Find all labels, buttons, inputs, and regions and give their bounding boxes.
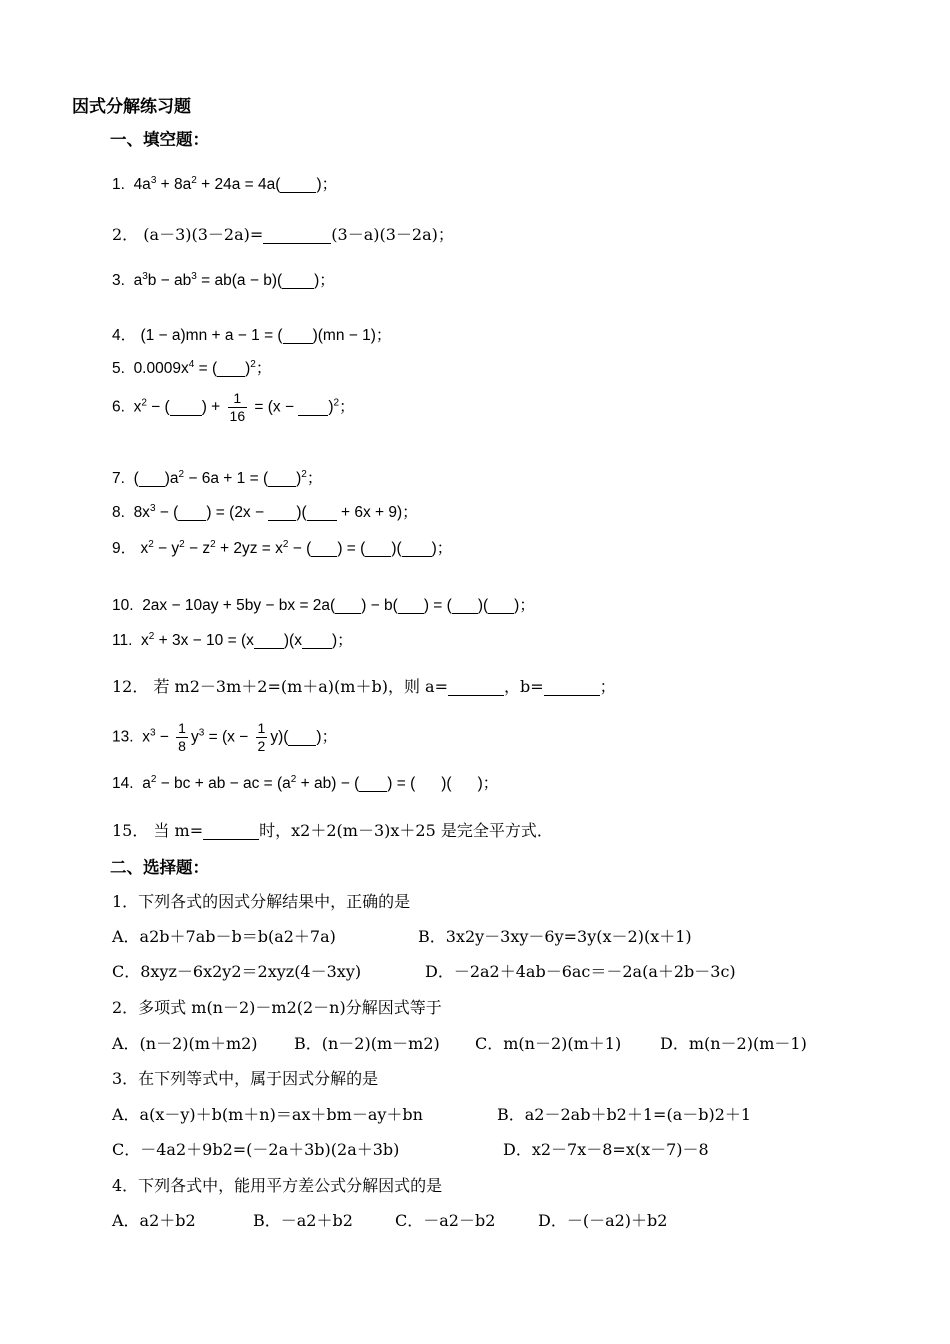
answer-blank[interactable] xyxy=(280,174,316,193)
question-number: 1. xyxy=(112,176,125,193)
worksheet-title: 因式分解练习题 xyxy=(72,97,191,117)
question-number: 15． xyxy=(112,821,149,840)
answer-blank[interactable] xyxy=(288,727,316,746)
question-number: 9． xyxy=(112,540,137,557)
option-d[interactable]: D．－2a2＋4ab－6ac＝－2a(a＋2b－3c) xyxy=(425,962,736,981)
fill-question-13: 13. $x^3$ − $\frac{1}{8}$ $y^3 = (x$ − $\frac{1}{2}$ y)( )； xyxy=(112,720,338,754)
fill-question-2: 2． (a－3)(3－2a)= (3－a)(3－2a)； xyxy=(112,225,454,244)
question-number: 10. xyxy=(112,597,134,614)
answer-blank[interactable] xyxy=(263,225,331,244)
section-choice-heading: 二、选择题： xyxy=(110,858,209,877)
option-b[interactable]: B．(n－2)(m－m2) xyxy=(294,1034,440,1053)
option-a[interactable]: A．a2＋b2 xyxy=(112,1211,196,1230)
answer-blank[interactable] xyxy=(452,595,478,614)
question-number: 6. xyxy=(112,398,125,416)
answer-blank[interactable] xyxy=(302,630,332,649)
question-number: 4． xyxy=(112,327,137,344)
answer-blank[interactable] xyxy=(203,821,259,840)
option-c[interactable]: C．－4a2＋9b2=(－2a＋3b)(2a＋3b) xyxy=(112,1140,400,1159)
answer-blank[interactable] xyxy=(544,677,600,696)
answer-blank[interactable] xyxy=(402,538,432,557)
question-number: 2． xyxy=(112,225,139,244)
fraction: $\frac{1}{2}$ xyxy=(257,720,266,754)
option-b[interactable]: B．－a2＋b2 xyxy=(253,1211,353,1230)
answer-blank[interactable] xyxy=(335,595,361,614)
option-d[interactable]: D．m(n－2)(m－1) xyxy=(660,1034,807,1053)
fraction: $\frac{1}{8}$ xyxy=(178,720,186,754)
option-a[interactable]: A．(n－2)(m＋m2) xyxy=(112,1034,258,1053)
question-number: 11. xyxy=(112,632,133,649)
answer-blank[interactable] xyxy=(448,677,504,696)
question-number: 5. xyxy=(112,360,125,377)
option-c[interactable]: C．－a2－b2 xyxy=(395,1211,496,1230)
answer-blank[interactable] xyxy=(359,773,387,792)
choice-question-2: 2．多项式 m(n－2)－m2(2－n)分解因式等于 xyxy=(112,998,442,1017)
question-number: 13. xyxy=(112,728,134,746)
question-number: 8. xyxy=(112,504,125,521)
option-a[interactable]: A．a(x－y)＋b(m＋n)＝ax＋bm－ay＋bn xyxy=(112,1105,423,1124)
fill-question-11: 11. $x^2 + 3x - 10 = (x$ )(x )； xyxy=(112,630,353,649)
answer-blank[interactable] xyxy=(283,325,313,344)
question-number: 12． xyxy=(112,677,149,696)
answer-blank[interactable] xyxy=(311,538,337,557)
option-c[interactable]: C．m(n－2)(m＋1) xyxy=(475,1034,622,1053)
fill-question-4: 4． (1 − a)mn + a − 1 = ( )(mn − 1)； xyxy=(112,327,392,344)
answer-blank[interactable] xyxy=(398,595,424,614)
fill-question-7: 7. ( )$a^2 - 6a + 1$ = ( )$^2$； xyxy=(112,468,323,487)
answer-blank[interactable] xyxy=(139,468,165,487)
fill-question-8: 8. $8x^3$ − ( ) = (2x − )( + 6x + 9)； xyxy=(112,502,418,521)
option-d[interactable]: D．x2－7x－8=x(x－7)－8 xyxy=(503,1140,709,1159)
section-fill-heading: 一、填空题： xyxy=(110,130,209,149)
question-number: 7. xyxy=(112,470,125,487)
option-b[interactable]: B．3x2y－3xy－6y=3y(x－2)(x＋1) xyxy=(418,927,692,946)
fill-question-3: 3. $a^3b - ab^3 = ab(a - b)$( )； xyxy=(112,270,335,289)
answer-blank[interactable] xyxy=(365,538,391,557)
option-a[interactable]: A．a2b＋7ab－b＝b(a2＋7a) xyxy=(112,927,336,946)
answer-blank[interactable] xyxy=(170,397,202,416)
answer-blank[interactable] xyxy=(268,468,296,487)
question-number: 3. xyxy=(112,272,125,289)
fill-question-12: 12． 若 m2－3m＋2=(m＋a)(m＋b)，则 a= ，b= ； xyxy=(112,677,616,696)
answer-blank[interactable] xyxy=(178,502,206,521)
option-d[interactable]: D．－(－a2)＋b2 xyxy=(538,1211,668,1230)
fill-question-14: 14. $a^2$ − bc + ab − ac = $(a^2 + ab)$ − ( ) = ( )( )； xyxy=(112,773,499,792)
answer-blank[interactable] xyxy=(298,397,328,416)
fill-question-9: 9． $x^2 - y^2 - z^2 + 2yz = x^2$ − ( ) = ( )( )； xyxy=(112,538,453,557)
question-number: 14. xyxy=(112,775,134,792)
choice-question-3: 3．在下列等式中，属于因式分解的是 xyxy=(112,1069,379,1088)
fill-question-1: 1. $4a^3 + 8a^2 + 24a = 4a$( )； xyxy=(112,174,338,193)
choice-question-4: 4．下列各式中，能用平方差公式分解因式的是 xyxy=(112,1176,443,1195)
answer-blank[interactable] xyxy=(307,502,337,521)
fill-question-6: 6. $x^2$ − ( ) + $\frac{1}{16}$ = $(x - )^2$； xyxy=(112,390,355,424)
answer-blank[interactable] xyxy=(488,595,514,614)
answer-blank[interactable] xyxy=(254,630,284,649)
fill-question-10: 10. 2ax − 10ay + 5by − bx = 2a( ) − b( ) = ( )( )； xyxy=(112,597,535,614)
fraction: $\frac{1}{16}$ xyxy=(229,390,246,424)
option-b[interactable]: B．a2－2ab＋b2＋1=(a－b)2＋1 xyxy=(497,1105,752,1124)
answer-blank[interactable] xyxy=(217,358,245,377)
fill-question-5: 5. $0.0009x^4$ = ( )$^2$； xyxy=(112,358,272,377)
choice-question-1: 1．下列各式的因式分解结果中，正确的是 xyxy=(112,892,411,911)
option-c[interactable]: C．8xyz－6x2y2＝2xyz(4－3xy) xyxy=(112,962,362,981)
fill-question-15: 15． 当 m= 时，x2＋2(m－3)x＋25 是完全平方式． xyxy=(112,821,553,840)
answer-blank[interactable] xyxy=(282,270,314,289)
answer-blank[interactable] xyxy=(268,502,296,521)
